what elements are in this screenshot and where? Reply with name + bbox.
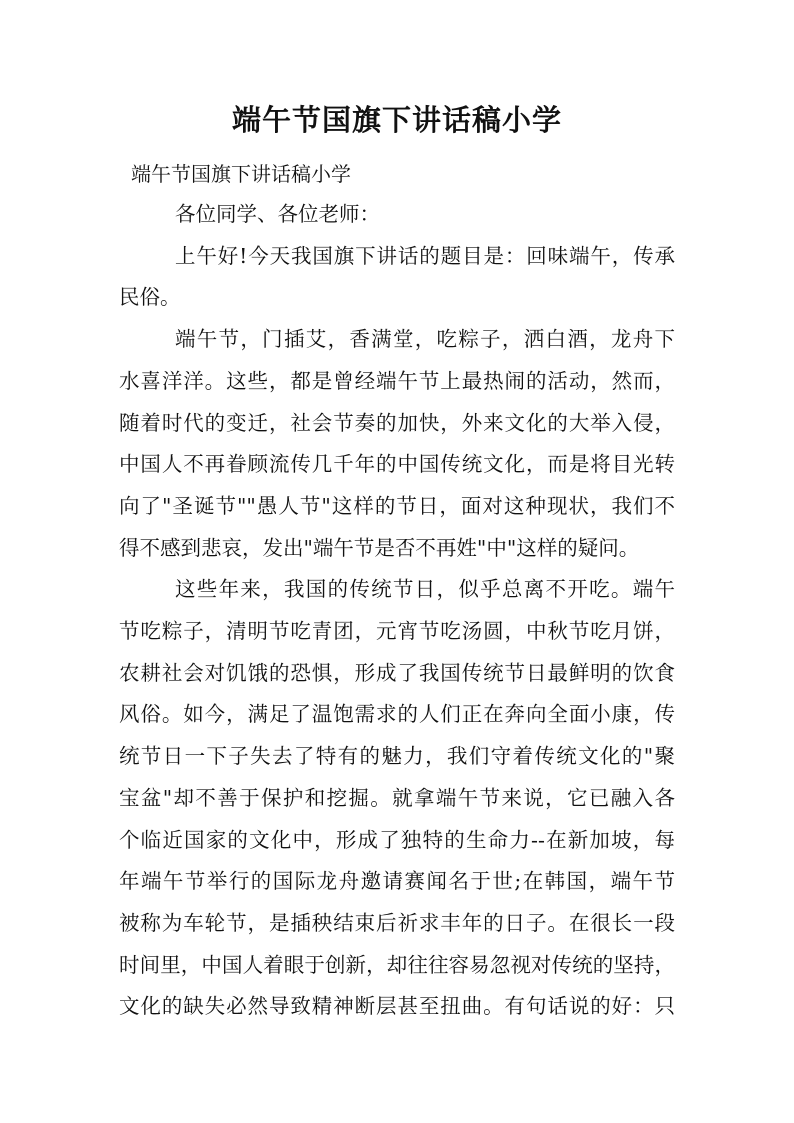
text-line: 文化的缺失必然导致精神断层甚至扭曲。有句话说的好：只 [119, 994, 675, 1019]
text-line: 风俗。如今，满足了温饱需求的人们正在奔向全面小康，传 [119, 702, 675, 727]
text-line: 农耕社会对饥饿的恐惧，形成了我国传统节日最鲜明的饮食 [119, 660, 675, 685]
text-line: 宝盆"却不善于保护和挖掘。就拿端午节来说，它已融入各 [119, 785, 675, 810]
text-line: 统节日一下子失去了特有的魅力，我们守着传统文化的"聚 [119, 744, 675, 769]
text-line: 得不感到悲哀，发出"端午节是否不再姓"中"这样的疑问。 [119, 535, 640, 560]
text-line: 被称为车轮节，是插秧结束后祈求丰年的日子。在很长一段 [119, 910, 675, 935]
text-line: 向了"圣诞节""愚人节"这样的节日，面对这种现状，我们不 [119, 493, 675, 518]
document-subtitle: 端午节国旗下讲话稿小学 [131, 162, 351, 186]
text-line: 端午节，门插艾，香满堂，吃粽子，洒白酒，龙舟下 [175, 327, 675, 352]
text-line: 民俗。 [119, 285, 181, 310]
text-line: 年端午节举行的国际龙舟邀请赛闻名于世;在韩国，端午节 [119, 869, 675, 894]
text-line: 各位同学、各位老师： [175, 202, 380, 226]
text-line: 上午好!今天我国旗下讲话的题目是：回味端午，传承 [175, 243, 675, 268]
document-title: 端午节国旗下讲话稿小学 [231, 103, 562, 137]
text-line: 随着时代的变迁，社会节奏的加快，外来文化的大举入侵， [119, 410, 675, 435]
text-line: 个临近国家的文化中，形成了独特的生命力--在新加坡，每 [119, 827, 675, 852]
text-line: 这些年来，我国的传统节日，似乎总离不开吃。端午 [175, 577, 675, 602]
text-line: 水喜洋洋。这些，都是曾经端午节上最热闹的活动，然而， [119, 368, 675, 393]
text-line: 节吃粽子，清明节吃青团，元宵节吃汤圆，中秋节吃月饼， [119, 619, 675, 643]
text-line: 中国人不再眷顾流传几千年的中国传统文化，而是将目光转 [119, 452, 675, 477]
text-line: 时间里，中国人着眼于创新，却往往容易忽视对传统的坚持， [119, 952, 675, 977]
